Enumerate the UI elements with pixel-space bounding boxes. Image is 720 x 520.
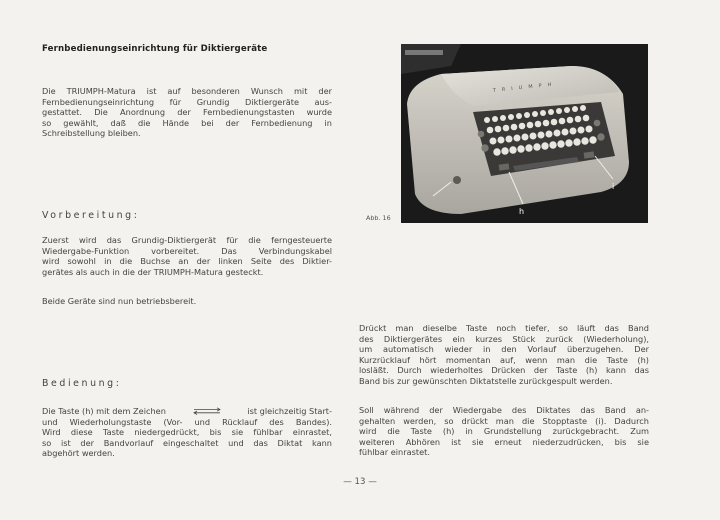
page-heading: Fernbedienungseinrichtung für Diktiergeräte [42,44,268,54]
text-line: Drückt man dieselbe Taste noch tiefer, so läuft das Band [359,323,649,333]
text-line: wird die Taste (h) in Grundstellung zurückgebracht. Zum [359,426,649,437]
label-i: i [612,182,615,191]
text-segment: ist gleichzeitig Start- [247,406,332,416]
text-line: des Diktiergerätes ein kurzes Stück zurück (Wiederholung), [359,333,649,344]
text-line: Band bis zur gewünschten Diktatstelle zurückgespult werden. [359,375,613,386]
text-line: gehalten werden, so drückt man die Stopptaste (i). Dadurch [359,415,649,426]
label-h: h [519,207,525,216]
intro-paragraph [42,86,332,139]
text-line: Soll während der Wiedergabe des Diktates das Band an- [359,405,649,415]
text-segment: Die Taste (h) mit dem Zeichen [42,406,166,416]
text-line: abgehört werden. [42,448,115,459]
bedienung-paragraph [42,406,332,459]
brand-text: TRIUMPH [492,81,558,94]
text-line: und Wiederholungstaste (Vor- und Rücklauf des Bandes). [42,416,332,427]
beide-paragraph: Beide Geräte sind nun betriebsbereit. [42,296,197,306]
right-paragraph-2 [359,405,649,458]
typewriter-photo [401,44,648,223]
forward-backward-arrow-icon [191,407,223,415]
text-line: so ist der Bandvorlauf eingeschaltet und das Diktat kann [42,437,332,448]
figure-caption: Abb. 16 [366,214,391,222]
text-line: Schreibstellung bleiben. [42,128,141,139]
text-line: Kurzrücklauf hört momentan auf, wenn man die Taste (h) [359,354,649,365]
section-heading-bedienung: Bedienung: [42,378,122,389]
text-line: fühlbar einrastet. [359,447,430,458]
text-line: um automatisch wieder in den Vorlauf überzugehen. Der [359,344,649,355]
text-line: Wird diese Taste niedergedrückt, bis sie fühlbar einrastet, [42,427,332,438]
vorbereitung-paragraph [42,235,332,277]
page-number: — 13 — [343,477,377,487]
section-heading-vorbereitung: Vorbereitung: [42,210,140,221]
text-line: losläßt. Durch wiederholtes Drücken der Taste (h) kann das [359,365,649,376]
text-line: so gewählt, daß die Hände bei der Fernbedienung in [42,117,332,128]
text-line: weiteren Abhören ist sie erneut niederzudrücken, bis sie [359,436,649,447]
text-line-with-symbol [42,406,332,417]
text-line: Wiedergabe-Funktion vorbereitet. Das Verbindungskabel [42,245,332,256]
text-line: gestattet. Die Anordnung der Fernbedienungstasten wurde [42,107,332,118]
right-paragraph-1 [359,323,649,387]
text-line: Zuerst wird das Grundig-Diktiergerät für die ferngesteuerte [42,235,332,245]
text-line: Die TRIUMPH-Matura ist auf besonderen Wunsch mit der [42,86,332,96]
text-line: wird sowohl in die Buchse an der linken Seite des Diktier- [42,256,332,267]
typewriter-illustration [401,44,648,223]
text-line: Fernbedienungseinrichtung für Grundig Diktiergeräte aus- [42,96,332,107]
text-line: gerätes als auch in die der TRIUMPH-Matura gesteckt. [42,266,264,277]
carriage-knob [405,50,443,55]
cable-socket [453,176,461,184]
